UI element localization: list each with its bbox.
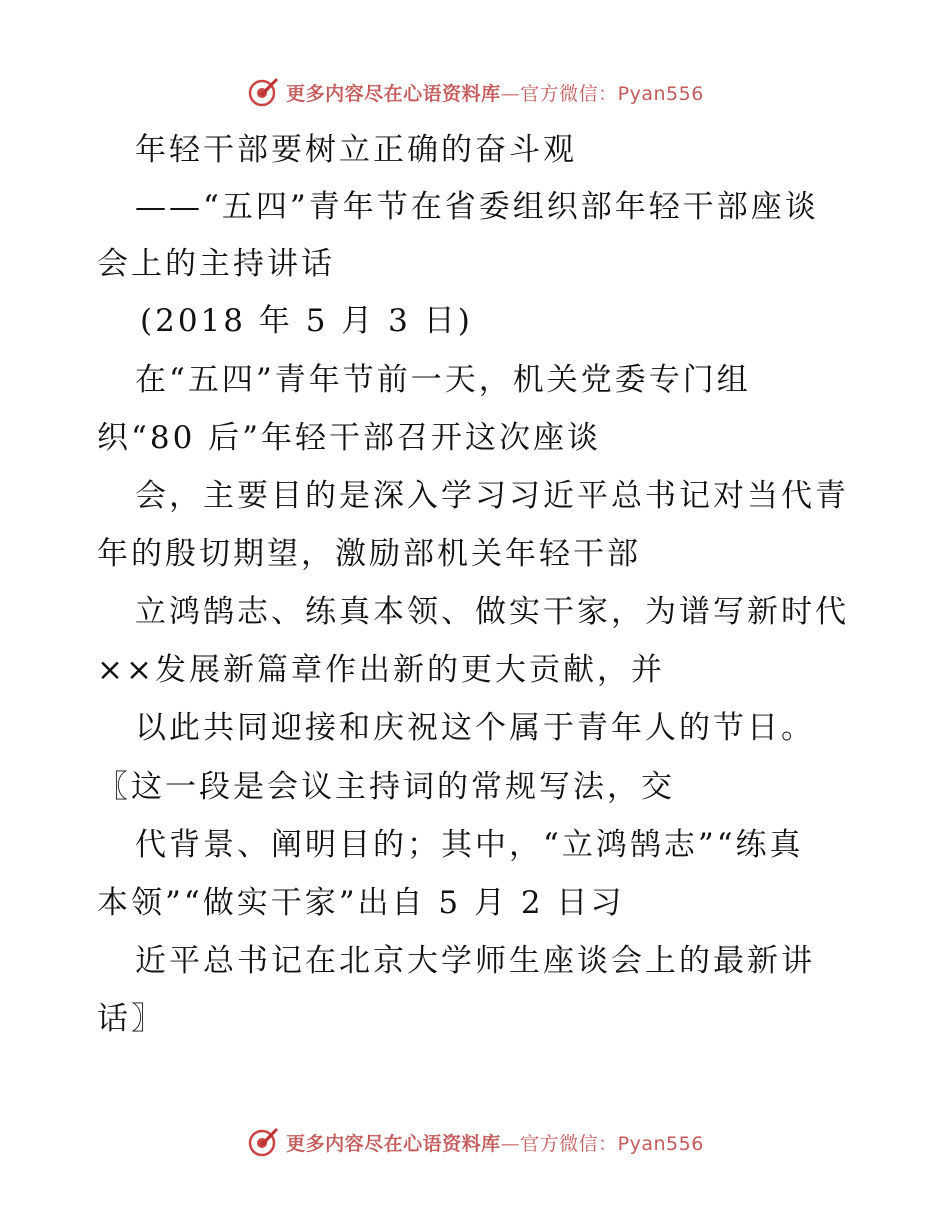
header-banner xyxy=(0,72,950,112)
document-title: 年轻干部要树立正确的奋斗观 xyxy=(135,132,577,168)
text-line: 在“五四”青年节前一天，机关党委专门组 xyxy=(135,362,751,398)
banner-text xyxy=(286,79,704,106)
annotation-line: 本领”“做实干家”出自 5 月 2 日习 xyxy=(97,885,625,921)
banner-dash: — xyxy=(500,1132,521,1155)
banner-wechat: 官方微信：Pyan556 xyxy=(520,1132,704,1155)
text-line: 以此共同迎接和庆祝这个属于青年人的节日。 xyxy=(135,710,815,746)
banner-dash: — xyxy=(500,82,521,105)
text-line: ××发展新篇章作出新的更大贡献，并 xyxy=(97,652,665,688)
text-line: 会，主要目的是深入学习习近平总书记对当代青 xyxy=(135,478,849,514)
footer-banner xyxy=(0,1122,950,1162)
document-subtitle: ——“五四”青年节在省委组织部年轻干部座谈 xyxy=(135,189,819,225)
text-line: 年的殷切期望，激励部机关年轻干部 xyxy=(97,536,641,572)
annotation-line: 话〗 xyxy=(97,1001,165,1037)
quill-logo-icon xyxy=(246,1125,280,1159)
document-date: (2018 年 5 月 3 日) xyxy=(140,303,473,339)
banner-prefix: 更多内容尽在心语资料库 xyxy=(286,82,501,105)
text-line: 立鸿鹄志、练真本领、做实干家，为谱写新时代 xyxy=(135,594,849,630)
text-line: 织“80 后”年轻干部召开这次座谈 xyxy=(97,420,601,456)
banner-prefix: 更多内容尽在心语资料库 xyxy=(286,1132,501,1155)
annotation-line: 代背景、阐明目的；其中，“立鸿鹄志”“练真 xyxy=(135,827,804,863)
banner-wechat: 官方微信：Pyan556 xyxy=(520,82,704,105)
banner-text xyxy=(286,1129,704,1156)
annotation-line: 近平总书记在北京大学师生座谈会上的最新讲 xyxy=(135,943,815,979)
annotation-line: 〖这一段是会议主持词的常规写法，交 xyxy=(97,769,675,805)
document-subtitle-cont: 会上的主持讲话 xyxy=(97,246,335,282)
quill-logo-icon xyxy=(246,75,280,109)
